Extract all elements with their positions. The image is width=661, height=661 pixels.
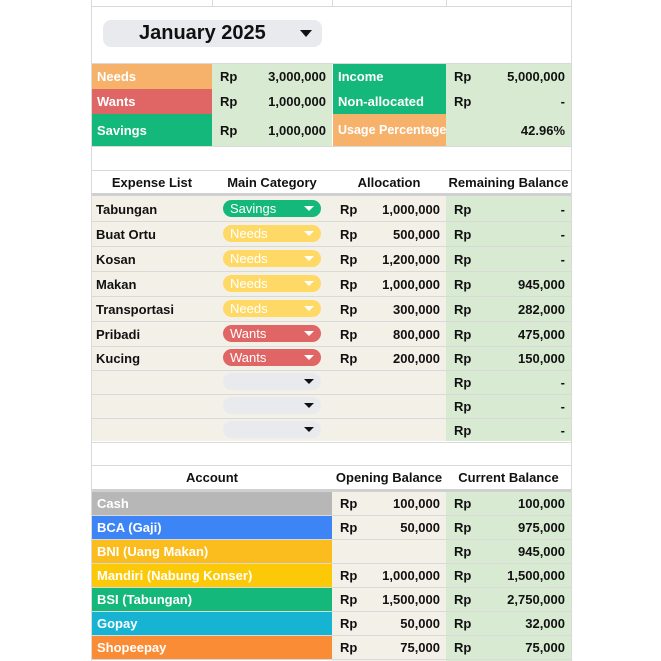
opening-balance: 75,000	[400, 640, 440, 655]
category-label: Needs	[230, 251, 268, 266]
current-balance: 1,500,000	[507, 568, 565, 583]
summary-label-income: Income	[333, 64, 446, 89]
expense-name: Pribadi	[96, 326, 141, 342]
currency-label: Rp	[340, 568, 358, 583]
category-label: Needs	[230, 301, 268, 316]
remaining-amount: -	[560, 398, 565, 414]
currency-label: Rp	[454, 301, 472, 317]
category-dropdown[interactable]	[223, 275, 321, 292]
summary-label-usage-percentage: Usage Percentage	[333, 114, 446, 146]
current-balance: 975,000	[518, 520, 565, 535]
expense-name	[96, 418, 211, 442]
row-divider	[91, 465, 572, 466]
currency-label: Rp	[340, 350, 358, 366]
category-dropdown[interactable]	[223, 325, 321, 342]
currency-label: Rp	[212, 89, 252, 114]
allocation-amount: 1,000,000	[382, 276, 440, 292]
remaining-amount: 945,000	[518, 276, 565, 292]
month-label: January 2025	[139, 22, 266, 44]
expense-name	[96, 370, 211, 394]
chevron-down-icon	[304, 331, 314, 336]
allocation-amount: 300,000	[393, 301, 440, 317]
allocation-amount: 800,000	[393, 326, 440, 342]
opening-balance: 100,000	[393, 496, 440, 511]
summary-amount: 1,000,000	[252, 89, 332, 114]
allocation-amount: 1,000,000	[382, 201, 440, 217]
column-header: Allocation	[357, 175, 421, 190]
category-dropdown[interactable]	[223, 397, 321, 414]
category-dropdown[interactable]	[223, 373, 321, 390]
allocation-amount: 1,200,000	[382, 251, 440, 267]
account-name: Gopay	[92, 612, 332, 635]
remaining-amount: -	[560, 251, 565, 267]
account-name: BNI (Uang Makan)	[92, 540, 332, 563]
expense-name	[96, 394, 211, 418]
category-label: Wants	[230, 326, 267, 341]
allocation-amount: 500,000	[393, 226, 440, 242]
expense-name: Kosan	[96, 251, 136, 267]
currency-label: Rp	[340, 496, 358, 511]
chevron-down-icon	[304, 256, 314, 261]
current-balance: 32,000	[525, 616, 565, 631]
category-dropdown[interactable]	[223, 349, 321, 366]
currency-label: Rp	[340, 616, 358, 631]
current-balance: 100,000	[518, 496, 565, 511]
currency-label: Rp	[340, 592, 358, 607]
currency-label: Rp	[454, 276, 472, 292]
currency-label: Rp	[454, 326, 472, 342]
currency-label: Rp	[454, 520, 472, 535]
currency-label: Rp	[454, 422, 472, 438]
column-header: Current Balance	[458, 470, 559, 485]
summary-label-needs: Needs	[92, 64, 212, 89]
summary-label-wants: Wants	[92, 89, 212, 114]
opening-balance: 50,000	[400, 616, 440, 631]
remaining-amount: 150,000	[518, 350, 565, 366]
summary-label-savings: Savings	[92, 114, 212, 146]
chevron-down-icon	[304, 206, 314, 211]
currency-label: Rp	[454, 374, 472, 390]
currency-label: Rp	[454, 398, 472, 414]
category-dropdown[interactable]	[223, 300, 321, 317]
currency-label: Rp	[446, 64, 486, 89]
remaining-amount: 282,000	[518, 301, 565, 317]
remaining-amount: 475,000	[518, 326, 565, 342]
allocation-amount: 200,000	[393, 350, 440, 366]
category-label: Needs	[230, 226, 268, 241]
currency-label: Rp	[454, 350, 472, 366]
category-dropdown[interactable]	[223, 250, 321, 267]
chevron-down-icon	[304, 355, 314, 360]
remaining-amount: -	[560, 201, 565, 217]
account-name: BCA (Gaji)	[92, 516, 332, 539]
current-balance: 945,000	[518, 544, 565, 559]
currency-label	[446, 114, 486, 146]
month-selector[interactable]	[103, 20, 322, 47]
summary-amount: 5,000,000	[486, 64, 571, 89]
current-balance: 2,750,000	[507, 592, 565, 607]
account-name: Shopeepay	[92, 636, 332, 659]
summary-amount: -	[486, 89, 571, 114]
currency-label: Rp	[454, 544, 472, 559]
column-header: Main Category	[227, 175, 317, 190]
currency-label: Rp	[446, 89, 486, 114]
column-header: Remaining Balance	[448, 175, 569, 190]
currency-label: Rp	[454, 201, 472, 217]
column-divider	[571, 0, 572, 661]
row-divider	[91, 146, 572, 147]
currency-label: Rp	[340, 520, 358, 535]
opening-balance: 50,000	[400, 520, 440, 535]
expense-name: Makan	[96, 276, 137, 292]
category-label: Savings	[230, 201, 277, 216]
account-name: Mandiri (Nabung Konser)	[92, 564, 332, 587]
current-balance: 75,000	[525, 640, 565, 655]
currency-label: Rp	[340, 276, 358, 292]
summary-amount: 42.96%	[486, 114, 571, 146]
expense-name: Tabungan	[96, 201, 158, 217]
expense-name: Transportasi	[96, 301, 175, 317]
chevron-down-icon	[304, 306, 314, 311]
category-dropdown[interactable]	[223, 200, 321, 217]
column-header: Account	[186, 470, 238, 485]
category-dropdown[interactable]	[223, 225, 321, 242]
category-label: Needs	[230, 276, 268, 291]
summary-label-non-allocated: Non-allocated	[333, 89, 446, 114]
chevron-down-icon	[304, 281, 314, 286]
chevron-down-icon	[304, 403, 314, 408]
currency-label: Rp	[212, 64, 252, 89]
expense-name: Buat Ortu	[96, 226, 156, 242]
remaining-amount: -	[560, 226, 565, 242]
summary-amount: 1,000,000	[252, 114, 332, 146]
chevron-down-icon	[304, 379, 314, 384]
row-divider	[91, 6, 572, 7]
column-header: Opening Balance	[335, 470, 443, 485]
opening-balance: 1,500,000	[382, 592, 440, 607]
currency-label: Rp	[454, 640, 472, 655]
currency-label: Rp	[340, 251, 358, 267]
chevron-down-icon	[304, 231, 314, 236]
category-dropdown[interactable]	[223, 421, 321, 438]
currency-label: Rp	[340, 326, 358, 342]
currency-label: Rp	[454, 251, 472, 267]
remaining-amount: -	[560, 422, 565, 438]
currency-label: Rp	[454, 616, 472, 631]
currency-label: Rp	[454, 496, 472, 511]
currency-label: Rp	[340, 640, 358, 655]
account-name: Cash	[92, 492, 332, 515]
currency-label: Rp	[454, 592, 472, 607]
summary-amount: 3,000,000	[252, 64, 332, 89]
dropdown-caret-icon	[300, 30, 312, 37]
currency-label: Rp	[212, 114, 252, 146]
account-name: BSI (Tabungan)	[92, 588, 332, 611]
currency-label: Rp	[454, 226, 472, 242]
currency-label: Rp	[340, 301, 358, 317]
row-divider	[92, 659, 571, 660]
currency-label: Rp	[340, 226, 358, 242]
opening-balance: 1,000,000	[382, 568, 440, 583]
currency-label: Rp	[340, 201, 358, 217]
column-header: Expense List	[111, 175, 193, 190]
row-divider	[91, 63, 572, 64]
currency-label: Rp	[454, 568, 472, 583]
expense-name: Kucing	[96, 350, 141, 366]
category-label: Wants	[230, 350, 267, 365]
chevron-down-icon	[304, 427, 314, 432]
remaining-amount: -	[560, 374, 565, 390]
row-divider	[92, 442, 571, 443]
